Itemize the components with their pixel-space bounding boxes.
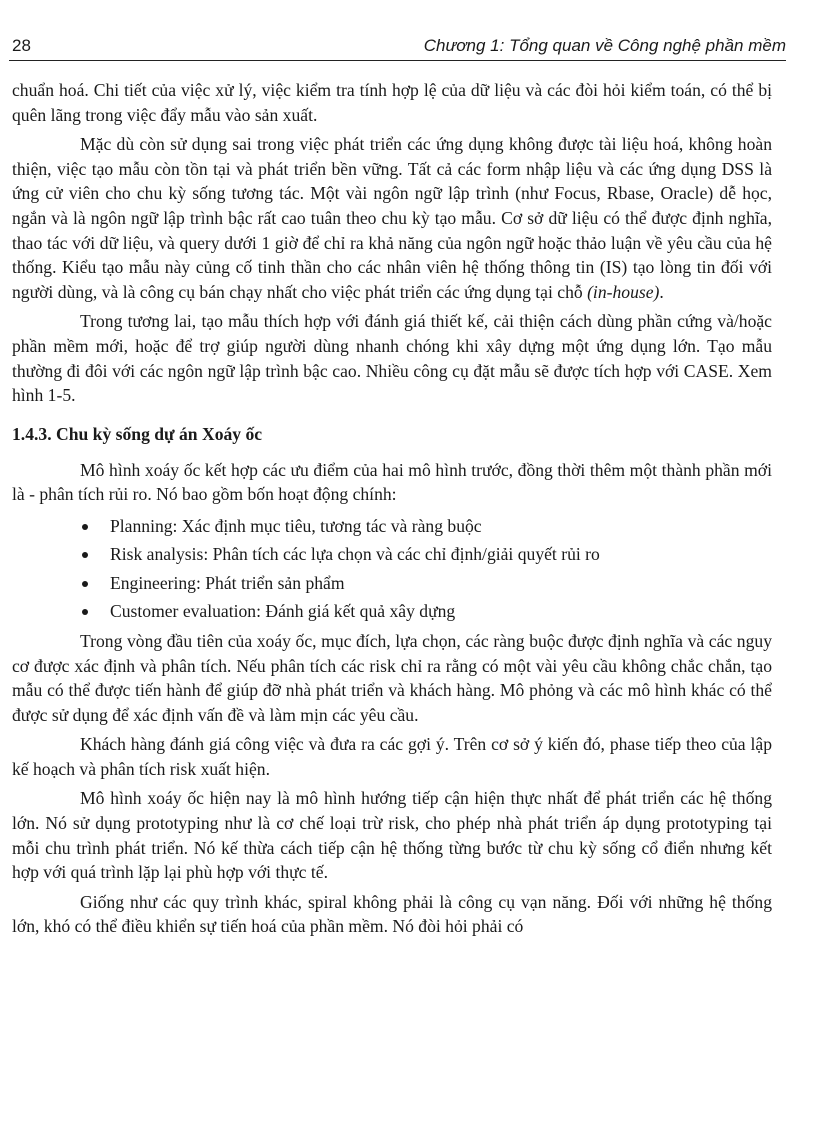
paragraph-customer-evaluation: Khách hàng đánh giá công việc và đưa ra các gợi ý. Trên cơ sở ý kiến đó, phase tiếp theo của lập kế hoạch và phân tích risk xuất hiện. <box>12 734 772 779</box>
list-item: Engineering: Phát triển sản phẩm <box>12 569 772 598</box>
paragraph-spiral-limits: Giống như các quy trình khác, spiral không phải là công cụ vạn năng. Đối với những hệ thống lớn, khó có thể điều khiển sự tiến hoá của phần mềm. Nó đòi hỏi phải có <box>12 891 772 937</box>
bullet-icon <box>82 552 88 558</box>
running-title: Chương 1: Tổng quan về Công nghệ phần mềm <box>423 36 786 55</box>
bullet-icon <box>82 609 88 615</box>
section-heading: 1.4.3. Chu kỳ sống dự án Xoáy ốc <box>12 423 263 444</box>
page-number: 28 <box>12 36 31 55</box>
page-header <box>9 34 786 61</box>
list-item: Risk analysis: Phân tích các lựa chọn và các chỉ định/giải quyết rủi ro <box>12 540 772 569</box>
paragraph-1: chuẩn hoá. Chi tiết của việc xử lý, việc kiểm tra tính hợp lệ của dữ liệu và các đòi hỏi kiểm toán, có thể bị quên lãng trong việc đẩy mẫu vào sản xuất. <box>12 80 772 125</box>
activity-list <box>12 512 772 626</box>
bullet-icon <box>82 524 88 530</box>
section-intro: Mô hình xoáy ốc kết hợp các ưu điểm của hai mô hình trước, đồng thời thêm một thành phần mới là - phân tích rủi ro. Nó bao gồm bốn hoạt động chính: <box>12 459 772 505</box>
bullet-icon <box>82 581 88 587</box>
paragraph-2-tail: . <box>659 281 664 302</box>
paragraph-spiral-first-round: Trong vòng đầu tiên của xoáy ốc, mục đích, lựa chọn, các ràng buộc được định nghĩa và các nguy cơ được xác định và phân tích. Nếu phân tích các risk chỉ ra rằng có một vài yêu cầu không chắc chắn, tạo mẫu có thể được tiến hành để giúp đỡ nhà phát triển và khách hàng. Mô phỏng và các mô hình khác có thể được sử dụng để xác định vấn đề và làm mịn các yêu cầu. <box>12 630 772 725</box>
in-house-term: (in-house) <box>587 281 660 302</box>
paragraph-3: Trong tương lai, tạo mẫu thích hợp với đánh giá thiết kế, cải thiện cách dùng phần cứng và/hoặc phần mềm mới, hoặc để trợ giúp người dùng nhanh chóng khi xây dựng một ứng dụng lớn. Tạo mẫu thường đi đôi với các ngôn ngữ lập trình bậc cao. Nhiều công cụ đặt mẫu sẽ được tích hợp với CASE. Xem hình 1-5. <box>12 311 772 406</box>
list-item: Customer evaluation: Đánh giá kết quả xây dựng <box>12 597 772 626</box>
paragraph-2 <box>12 132 772 304</box>
paragraph-spiral-realistic: Mô hình xoáy ốc hiện nay là mô hình hướng tiếp cận hiện thực nhất để phát triển các hệ thống lớn. Nó sử dụng prototyping như là cơ chế loại trừ risk, cho phép nhà phát triển áp dụng prototyping tại mỗi chu trình phát triển. Nó kế thừa cách tiếp cận hệ thống từng bước từ chu kỳ sống cổ điển nhưng kết hợp với quá trình lặp lại phù hợp với thực tế. <box>12 788 772 883</box>
paragraph-2-text: Mặc dù còn sử dụng sai trong việc phát triển các ứng dụng không được tài liệu hoá, không hoàn thiện, việc tạo mẫu còn tồn tại và phát triển bền vững. Tất cả các form nhập liệu và các ứng dụng DSS là ứng cử viên cho chu kỳ sống tương tác. Một vài ngôn ngữ lập trình (như Focus, Rbase, Oracle) dễ học, ngắn và là ngôn ngữ lập trình bậc rất cao tuân theo chu kỳ tạo mẫu. Cơ sở dữ liệu có thể được định nghĩa, thao tác với dữ liệu, và query dưới 1 giờ để chỉ ra khả năng của ngôn ngữ hoặc thảo luận về yêu cầu của hệ thống. Kiểu tạo mẫu này củng cố tinh thần cho các nhân viên hệ thống thông tin (IS) tạo lòng tin đối với người dùng, và là công cụ bán chạy nhất cho việc phát triển các ứng dụng tại chỗ <box>12 134 772 302</box>
body-text <box>12 78 772 944</box>
list-item: Planning: Xác định mục tiêu, tương tác và ràng buộc <box>12 512 772 541</box>
